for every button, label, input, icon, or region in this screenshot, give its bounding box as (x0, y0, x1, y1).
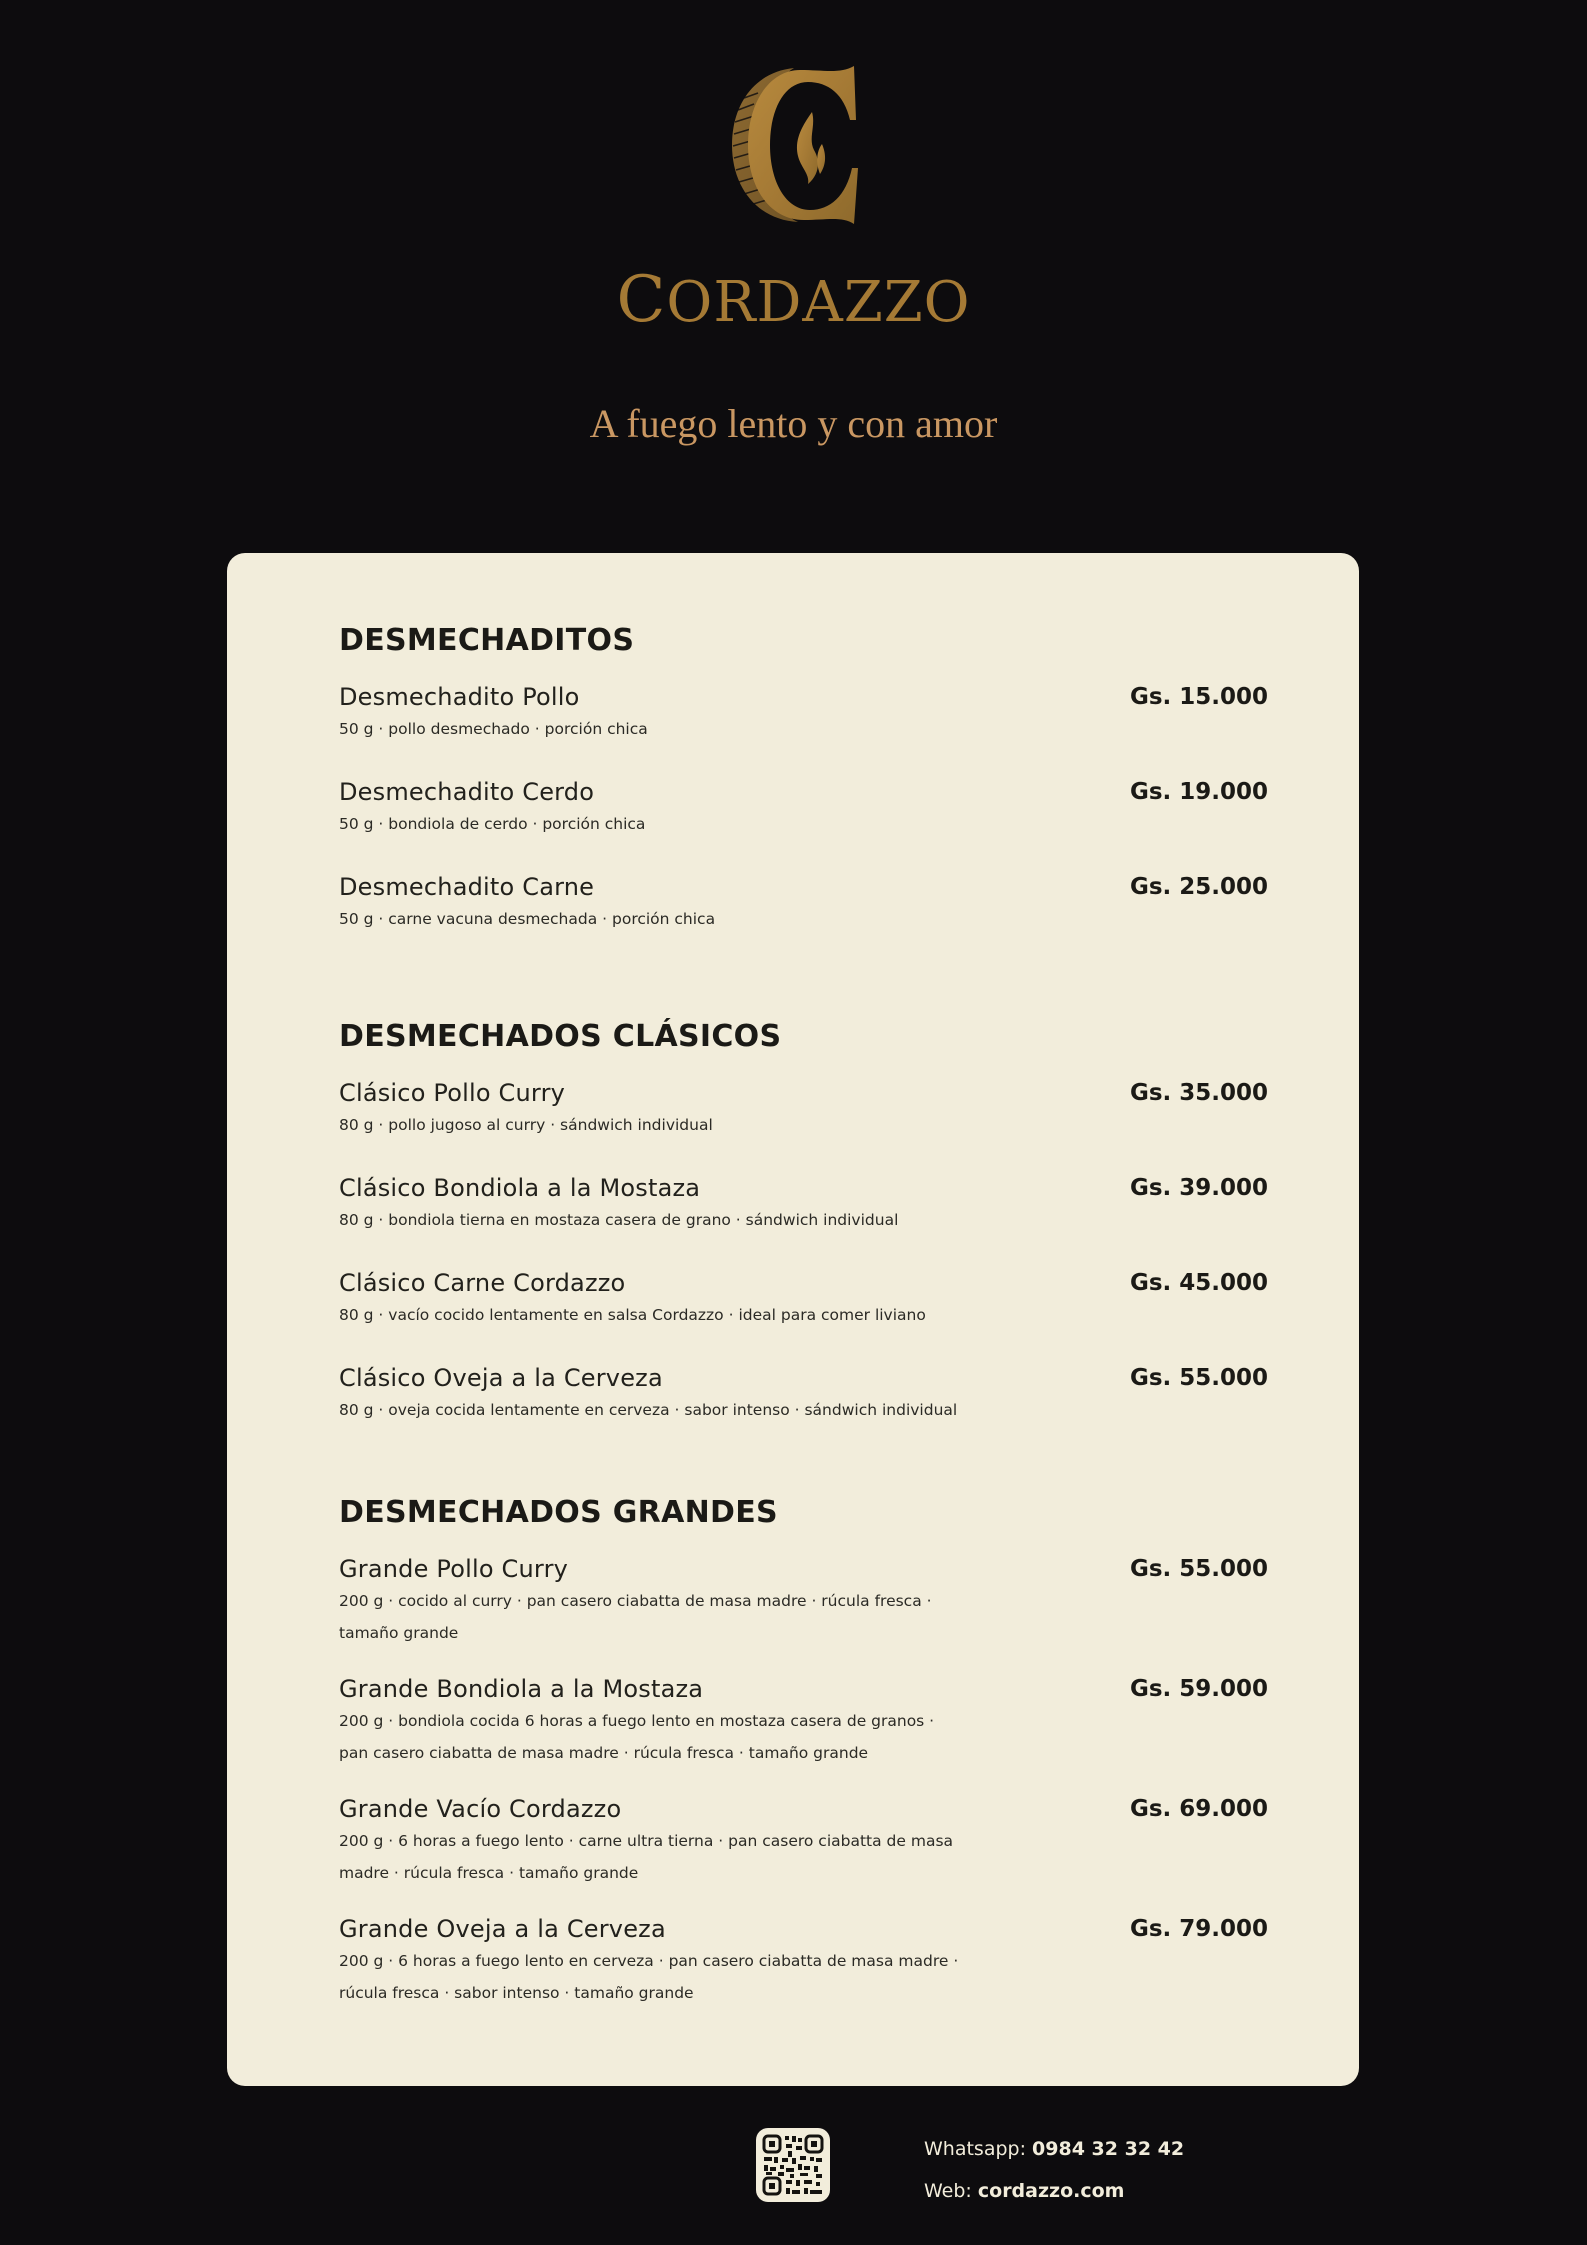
menu-item (339, 1172, 1299, 1236)
qr-code-icon[interactable] (756, 2128, 830, 2202)
brand-name (0, 263, 1587, 337)
section-title: DESMECHADOS GRANDES (339, 1495, 778, 1530)
item-desc: 50 g · bondiola de cerdo · porción chica (339, 815, 646, 833)
item-price: Gs. 35.000 (1129, 1080, 1269, 1106)
c-flame-logo-icon (724, 60, 864, 230)
item-price: Gs. 55.000 (1129, 1365, 1269, 1391)
item-name: Clásico Pollo Curry (339, 1079, 566, 1107)
section-title: DESMECHADITOS (339, 623, 635, 658)
item-desc: 200 g · 6 horas a fuego lento en cerveza · pan casero ciabatta de masa madre · rúcula fresca · sabor intenso · tamaño grande (339, 1952, 959, 2002)
item-name: Desmechadito Cerdo (339, 778, 595, 806)
section-clasicos (339, 1017, 1299, 1426)
tagline: A fuego lento y con amor (589, 401, 998, 446)
item-price: Gs. 19.000 (1129, 779, 1269, 805)
brand-rest: ORDAZZO (666, 270, 971, 335)
whatsapp-label: Whatsapp: (924, 2138, 1026, 2160)
section-desmechaditos (339, 621, 1299, 935)
item-desc: 50 g · pollo desmechado · porción chica (339, 720, 648, 738)
item-desc: 200 g · cocido al curry · pan casero ciabatta de masa madre · rúcula fresca · tamaño grande (339, 1592, 932, 1642)
item-price: Gs. 59.000 (1129, 1676, 1269, 1702)
item-desc: 80 g · oveja cocida lentamente en cerveza · sabor intenso · sándwich individual (339, 1401, 958, 1419)
menu-item (339, 1267, 1299, 1331)
menu-item (339, 1913, 1299, 2009)
item-desc: 200 g · bondiola cocida 6 horas a fuego lento en mostaza casera de granos · pan casero ciabatta de masa madre · rúcula fresca · tamaño grande (339, 1712, 935, 1762)
menu-item (339, 1793, 1299, 1889)
whatsapp-number[interactable]: 0984 32 32 42 (1032, 2138, 1185, 2160)
item-name: Grande Bondiola a la Mostaza (339, 1675, 704, 1703)
menu-item (339, 1673, 1299, 1769)
item-name: Clásico Bondiola a la Mostaza (339, 1174, 701, 1202)
item-price: Gs. 69.000 (1129, 1796, 1269, 1822)
web-link[interactable]: cordazzo.com (977, 2180, 1125, 2202)
item-name: Grande Vacío Cordazzo (339, 1795, 622, 1823)
item-price: Gs. 39.000 (1129, 1175, 1269, 1201)
menu-card (227, 553, 1359, 2086)
item-name: Clásico Carne Cordazzo (339, 1269, 626, 1297)
item-price: Gs. 55.000 (1129, 1556, 1269, 1582)
section-grandes (339, 1493, 1299, 2009)
logo (0, 60, 1587, 230)
whatsapp-line[interactable] (924, 2128, 1184, 2170)
item-name: Grande Oveja a la Cerveza (339, 1915, 666, 1943)
menu-item (339, 871, 1299, 935)
menu-item (339, 776, 1299, 840)
item-price: Gs. 45.000 (1129, 1270, 1269, 1296)
item-name: Desmechadito Pollo (339, 683, 580, 711)
footer (0, 2128, 1587, 2208)
item-price: Gs. 15.000 (1129, 684, 1269, 710)
menu-item (339, 1362, 1299, 1426)
item-name: Desmechadito Carne (339, 873, 595, 901)
contact-info (924, 2128, 1184, 2212)
item-desc: 80 g · vacío cocido lentamente en salsa Cordazzo · ideal para comer liviano (339, 1306, 926, 1324)
item-name: Clásico Oveja a la Cerveza (339, 1364, 663, 1392)
menu-item (339, 1077, 1299, 1141)
section-title: DESMECHADOS CLÁSICOS (339, 1019, 782, 1054)
web-label: Web: (924, 2180, 972, 2202)
item-desc: 200 g · 6 horas a fuego lento · carne ultra tierna · pan casero ciabatta de masa madre · rúcula fresca · tamaño grande (339, 1832, 954, 1882)
item-desc: 80 g · pollo jugoso al curry · sándwich individual (339, 1116, 713, 1134)
brand-initial: C (616, 263, 667, 337)
menu-item (339, 681, 1299, 745)
web-line[interactable] (924, 2170, 1184, 2212)
item-desc: 80 g · bondiola tierna en mostaza casera de grano · sándwich individual (339, 1211, 899, 1229)
item-desc: 50 g · carne vacuna desmechada · porción chica (339, 910, 716, 928)
item-name: Grande Pollo Curry (339, 1555, 569, 1583)
item-price: Gs. 79.000 (1129, 1916, 1269, 1942)
item-price: Gs. 25.000 (1129, 874, 1269, 900)
menu-item (339, 1553, 1299, 1649)
